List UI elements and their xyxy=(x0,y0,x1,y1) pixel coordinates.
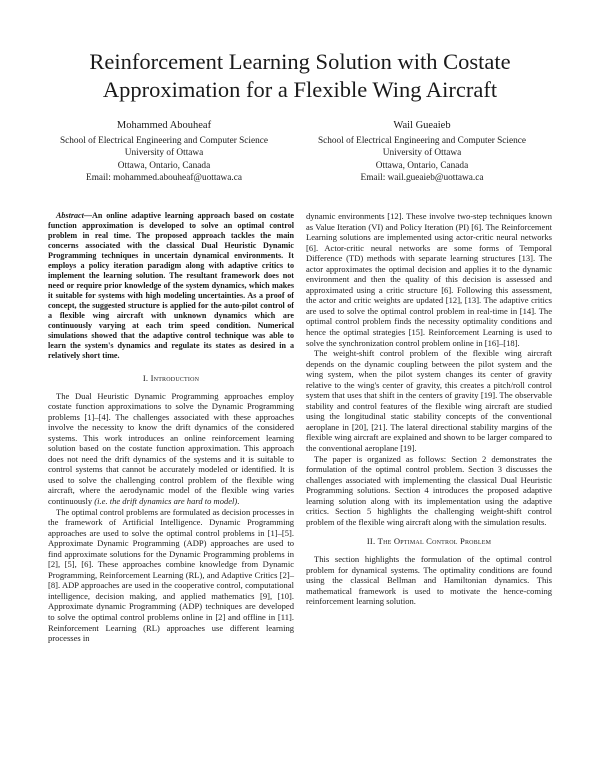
author-affiliation: School of Electrical Engineering and Computer Science xyxy=(59,135,269,146)
paper-title: Reinforcement Learning Solution with Costate Approximation for a Flexible Wing Aircraft xyxy=(89,49,511,102)
abstract-text: —An online adaptive learning approach based on costate function approximation is developed to solve an optimal control problem in real time. The proposed approach tackles the main concerns associated with the classical Dual Heuristic Dynamic Programming techniques in uncertain dynamical environments. It employs a policy iteration paradigm along with adaptive critics to implement the learning solution. The resultant framework does not need or require prior knowledge of the system dynamics, which makes it suitable for systems with high modeling uncertainties. As a proof of concept, the suggested structure is applied for the auto-pilot control of a flexible wing aircraft with unknown dynamics which are continuously varying at each trim speed condition. Numerical simulations showed that the adaptive control technique was able to learn the system's dynamics and regulate its states as desired in a relatively short time. xyxy=(48,211,294,360)
left-column xyxy=(48,211,294,644)
abstract xyxy=(48,211,294,361)
author-location: Ottawa, Ontario, Canada xyxy=(375,160,469,171)
author-email: Email: mohammed.abouheaf@uottawa.ca xyxy=(86,173,242,184)
intro-paragraph-4: The paper is organized as follows: Section 2 demonstrates the formulation of the optimal control problem. Section 3 discusses the challenges associated with implementing the classical Dual Heuristic Programming solutions. Section 4 introduces the proposed adaptive learning solution along with its implementation using the adaptive critics. Section 5 highlights the challenging weight-shift control problem of the flexible wing aircraft along with the simulation results. xyxy=(306,453,552,527)
abstract-label: Abstract xyxy=(56,211,84,220)
intro-paragraph-2: The optimal control problems are formulated as decision processes in the framework of Artificial Intelligence. Dynamic Programming approaches are used to solve the optimal control problems in [1]–[5]. Approximate Dynamic Programming (ADP) approaches are used to find approximate solutions for the Dynamic Programming problems in [2], [5], [6]. These approaches combine knowledge from Dynamic Programming, Reinforcement Learning (RL), and Adaptive Critics [2]–[8]. ADP approaches are used in the cooperative control, computational intelligence, decision making, and applied mathematics [9], [10]. Approximate dynamic Programming (ADP) techniques are developed to solve the optimal control problems online in [2] and offline in [11]. Reinforcement Learning (RL) approaches use different learning processes in xyxy=(48,506,294,644)
author-university: University of Ottawa xyxy=(382,148,462,159)
author-university: University of Ottawa xyxy=(124,148,204,159)
emphasis-text: (i.e. the drift dynamics are hard to model) xyxy=(94,496,238,507)
intro-paragraph-3: The weight-shift control problem of the flexible wing aircraft depends on the dynamic coupling between the pilot system and the wing system, when the pilot system changes its center of gravity relative to the wing's center of gravity, this creates a pitch/roll control system that uses that shift in the centers of gravity [19]. The observable stability and control features of the flexible wing aircraft are studied using the longitudinal static stability concepts of the conventional aeroplane in [20], [21]. The lateral directional stability margins of the flexible wing aircraft are explained and shown to be larger compared to the conventional aeroplane [19]. xyxy=(306,348,552,454)
author-name: Wail Gueaieb xyxy=(393,120,451,131)
section-2-paragraph-1: This section highlights the formulation of the optimal control problem for dynamical systems. The optimality conditions are found using the classical Bellman and Hamiltonian dynamics. This mathematical framework is used to motivate the hence-coming reinforcement learning solution. xyxy=(306,553,552,607)
author-name: Mohammed Abouheaf xyxy=(116,120,212,131)
author-block-1 xyxy=(34,120,294,185)
right-column xyxy=(306,211,552,607)
author-affiliation: School of Electrical Engineering and Computer Science xyxy=(317,135,527,146)
intro-paragraph-1: The Dual Heuristic Dynamic Programming approaches employ costate function approximations to solve the Dynamic Programming problems [1]–[4]. The challenges associated with these approaches involve the necessity to know the drift dynamics of the considered systems. This work introduces an online reinforcement learning solution based on the costate function approximation. This approach does not need the drift dynamics of the systems and it is suitable to control systems that cannot be accurately modeled or identified. It is used to solve the challenging control problem of the flexible wing aircraft, where the aerodynamic model of the flexible wing varies continuously (i.e. the drift dynamics are hard to model). xyxy=(48,390,294,507)
section-heading-introduction: I. Introduction xyxy=(142,373,200,383)
author-location: Ottawa, Ontario, Canada xyxy=(117,160,211,171)
author-block-2 xyxy=(292,120,552,185)
author-email: Email: wail.gueaieb@uottawa.ca xyxy=(360,173,484,184)
intro-paragraph-2-continued: dynamic environments [12]. These involve two-step techniques known as Value Iteration (VI) and Policy Iteration (PI) [6]. The Reinforcement Learning solutions are implemented using actor-critic neural networks [6]. Actor-critic neural networks are some forms of Temporal Difference (TD) methods with separate learning structures [13]. The actor approximates the optimal decision and applies it to the dynamic environment and then the quality of this decision is assessed and approximated using a critic structure [6]. Following this assessment, the actor and critic weights are updated [12], [13]. The adaptive critics are used to solve the optimal control problem in real-time in [14]. The optimal control problem finds the necessity optimality conditions and hence the optimal strategies [15]. Reinforcement Learning is used to solve the synchronization control problem online in [16]–[18]. xyxy=(306,211,552,348)
section-heading-optimal-control: II. The Optimal Control Problem xyxy=(366,536,492,547)
